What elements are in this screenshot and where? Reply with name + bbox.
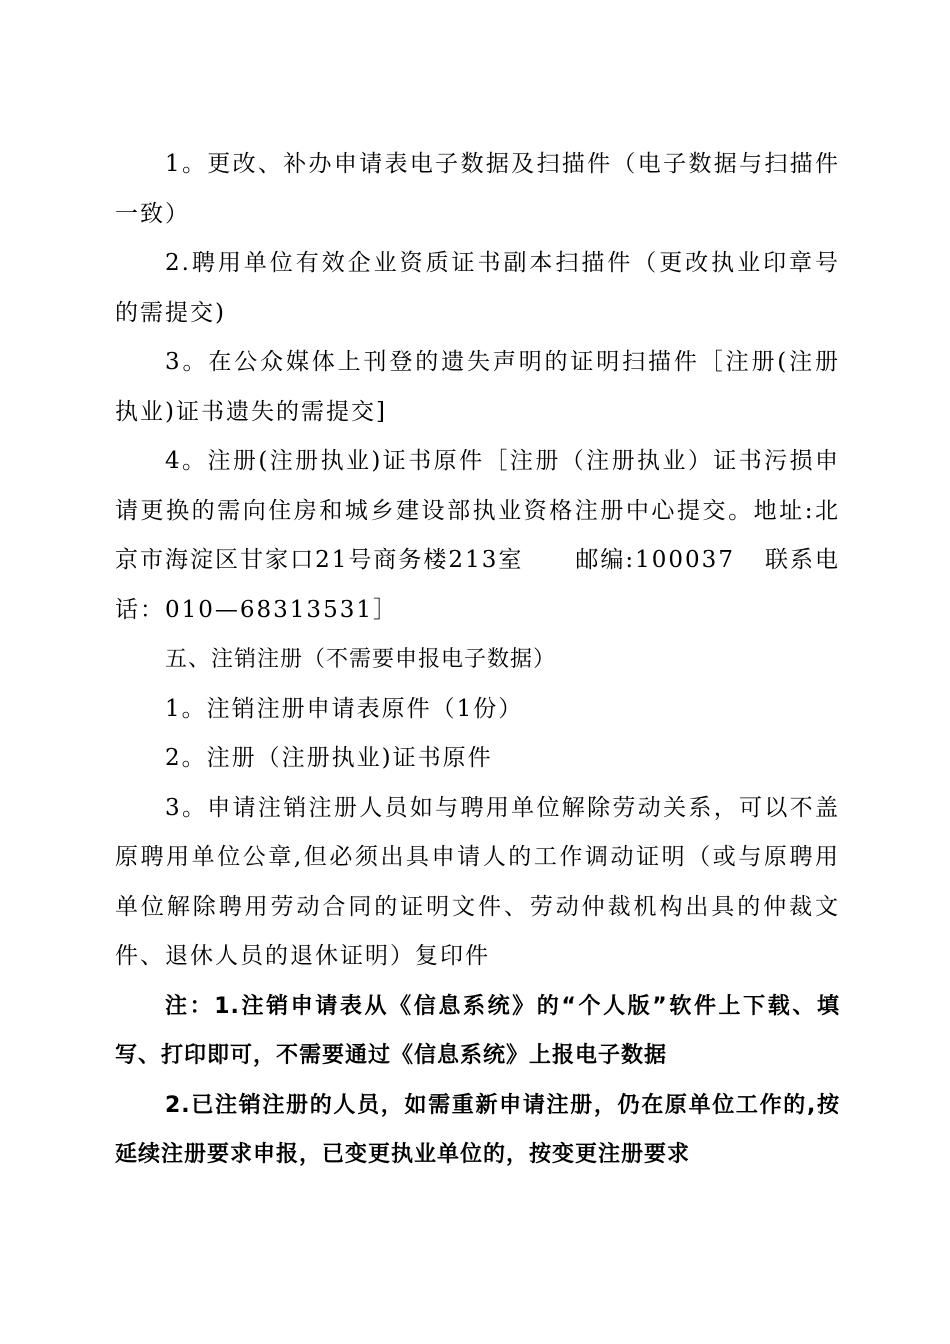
paragraph-cancel-3: 3。申请注销注册人员如与聘用单位解除劳动关系，可以不盖原聘用单位公章,但必须出具申请人的工作调动证明（或与原聘用单位解除聘用劳动合同的证明文件、劳动仲裁机构出具的仲裁文件、退休人员的退休证明）复印件 [115,794,840,969]
item-4-contact: 联系电话：010—68313531］ [115,547,840,623]
note-paragraph-2: 2.已注销注册的人员，如需重新申请注册，仍在原单位工作的,按延续注册要求申报，已变更执业单位的，按变更注册要求 [115,1092,840,1167]
paragraph-item-1: 1。更改、补办申请表电子数据及扫描件（电子数据与扫描件一致） [115,151,840,227]
item-4-address: 4。注册(注册执业)证书原件［注册（注册执业）证书污损申请更换的需向住房和城乡建设部执业资格注册中心提交。地址:北京市海淀区甘家口21号商务楼213室 [115,448,840,573]
paragraph-item-2: 2.聘用单位有效企业资质证书副本扫描件（更改执业印章号的需提交) [115,250,840,326]
paragraph-cancel-2: 2。注册（注册执业)证书原件 [165,745,493,771]
note-paragraph-1: 注：1.注销申请表从《信息系统》的“个人版”软件上下载、填写、打印即可，不需要通过《信息系统》上报电子数据 [115,993,840,1068]
section-heading-cancellation: 五、注销注册（不需要申报电子数据） [165,647,557,672]
paragraph-item-4 [115,437,840,635]
paragraph-cancel-1: 1。注销注册申请表原件（1份） [165,695,524,722]
item-4-postcode: 邮编:100037 [575,547,735,573]
paragraph-item-3: 3。在公众媒体上刊登的遗失声明的证明扫描件［注册(注册执业)证书遗失的需提交] [115,349,840,425]
document-body [115,140,840,1180]
